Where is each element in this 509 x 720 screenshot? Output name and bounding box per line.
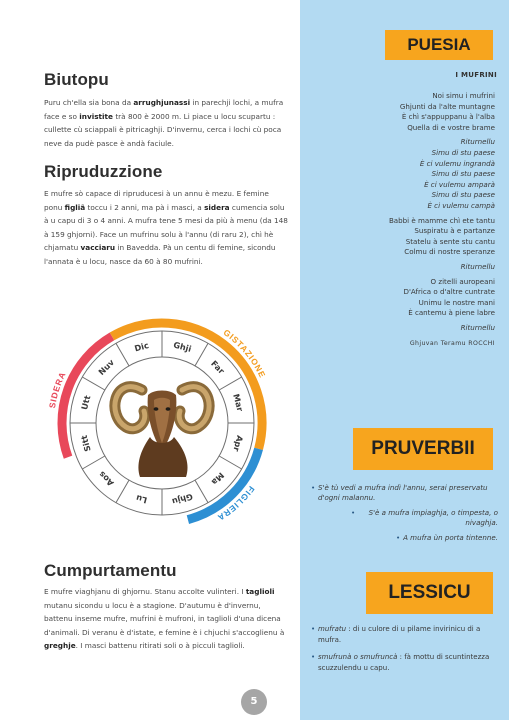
poem-line: Simu di stu paese [431, 169, 495, 179]
poem-body [305, 91, 495, 350]
bold-term: vacciaru [80, 243, 116, 253]
glossary-list [311, 624, 498, 680]
proverb-item [318, 533, 498, 543]
poem-stanza-1 [305, 91, 495, 133]
paragraph-biutopu [44, 96, 288, 150]
month-label: Utt [78, 394, 93, 411]
refrain-label: Riturnellu [460, 261, 495, 271]
paragraph-cumpurtamentu [44, 585, 288, 653]
text-run: in Bavedda. Pà un centu di femine, sicondu l'annata è u locu, nasce da 60 à 80 mufrini. [44, 243, 276, 266]
poem-line: Simu di stu paese [431, 190, 495, 200]
month-label: Mar [231, 392, 246, 413]
bold-term: greghje [44, 641, 76, 651]
text-run: Puru ch'ella sia bona da [44, 98, 134, 107]
poem-line: È ci vulemu ingrandà [419, 158, 495, 168]
proverb-text: S'è tù vedi a mufra indì l'annu, serai preservatu d'ogni malannu. [318, 483, 488, 502]
paragraph-ripruduzzione [44, 187, 288, 269]
poem-line: Simu di stu paese [431, 147, 495, 157]
poem-line: D'Africa o d'altre cuntrate [403, 287, 495, 297]
proverbs-list [311, 483, 498, 548]
poem-line: Ghjunti da l'alte muntagne [399, 101, 495, 111]
poem-stanza-3 [305, 277, 495, 319]
month-label: Nuv [96, 357, 117, 378]
glossary-term: smufrunà o smufruncà [318, 653, 398, 661]
proverb-item [311, 483, 498, 503]
bold-term: sidera [204, 202, 230, 212]
glossary-item [311, 652, 498, 673]
refrain-label: Riturnellu [460, 137, 495, 147]
glossary-term: mufratu [318, 625, 347, 633]
proverb-text: A mufra ùn porta tintenne. [403, 533, 498, 542]
poem-line: È ci vulemu amparà [424, 179, 495, 189]
section-heading-cumpurtamentu: Cumpurtamentu [44, 561, 177, 580]
glossary-item [311, 624, 498, 645]
pruverbii-tab: PRUVERBII [353, 428, 493, 470]
poem-line: Statelu à sente stu cantu [405, 236, 495, 246]
figliera-label: FIGLIERA [215, 484, 257, 524]
month-label: Ghju [170, 491, 194, 507]
poem-line: Unimu le nostre mani [418, 297, 495, 307]
glossary-definition: : di u culore di u pilame invirinicu di a mufra. [318, 625, 481, 644]
poem-line: Quella di e vostre brame [407, 122, 495, 132]
text-run: toccu i 2 anni, ma pà i masci, a [85, 202, 205, 212]
poem-refrain [305, 137, 495, 211]
poem-line: È ci vulemu campà [427, 200, 495, 210]
month-label: Ma [209, 470, 227, 488]
month-label: Dic [133, 339, 150, 354]
poem-line: È cantemu à piene labre [408, 308, 495, 318]
bold-term: arrughjunassi [133, 98, 191, 107]
poem-stanza-2 [305, 216, 495, 258]
text-run: E mufre sò capace di ripruducesi à un annu è mezu. E femine ponu [44, 189, 269, 212]
bullet: • [396, 533, 401, 542]
poem-title: I MUFRINI [455, 71, 497, 79]
poem-author: Ghjuvan Teramu ROCCHI [409, 340, 495, 348]
month-label: Aos [96, 469, 116, 489]
month-label: Far [209, 358, 227, 376]
poem-line: Suspiratu à e partanze [414, 226, 495, 236]
bullet: • [311, 625, 316, 633]
text-run: trà 800 è 2000 m. Li piace u locu scupartu : cullette cù sciappali è pitricaghji. D'invernu, cerca i lochi cù poca neve da pudè pasce è andà faciule. [44, 111, 282, 148]
text-run: mutanu sicondu u locu è a stagione. D'autumu è d'invernu, battenu inseme mufre, mufrini è mufroni, in taglioli d'una dicena d'animali. Di veranu è d'istate, e femine è i chjuchi s'accoglienu à [44, 600, 285, 637]
poem-line: È chì s'appuppanu à l'alba [401, 112, 495, 122]
lessicu-tab: LESSICU [366, 572, 493, 614]
bullet: • [311, 483, 316, 492]
bold-term: taglioli [245, 587, 275, 596]
refrain-label: Riturnellu [460, 322, 495, 332]
poem-line: Babbi è mamme chì ete tantu [388, 215, 495, 225]
month-label: Ghji [172, 339, 193, 354]
text-run: E mufre viaghjanu di ghjornu. Stanu accolte vulinteri. I [44, 587, 246, 596]
sidera-label: SIDERA [47, 369, 68, 409]
glossary-definition: : fà mottu di scuntintezza scuzzulendu u capu. [318, 653, 490, 672]
bullet: • [311, 653, 316, 661]
proverb-text: S'è a mufra impiaghja, o timpesta, o nivaghja. [368, 508, 498, 527]
proverb-item [318, 508, 498, 528]
month-label: Lu [134, 493, 149, 506]
text-run: . I masci battenu ritirati soli o à picculi taglioli. [75, 641, 245, 651]
mouflon-head-illustration [115, 387, 209, 477]
reproduction-calendar-wheel [44, 305, 278, 527]
gistazione-label: GISTAZIONE [221, 327, 268, 380]
poem-line: Colmu di nostre speranze [404, 247, 495, 257]
bullet: • [351, 508, 356, 517]
poem-line: Noi simu i mufrini [432, 91, 495, 100]
bold-term: invistite [79, 111, 113, 121]
puesia-tab: PUESIA [385, 30, 493, 60]
bold-term: figliã [64, 202, 86, 212]
section-heading-ripruduzzione: Ripruduzzione [44, 162, 163, 181]
section-heading-biutopu: Biutopu [44, 70, 109, 89]
text-run: cumencia solu à u capu di 3 o 4 anni. A mufra tene 5 mesi da più à menu (da 148 à 159 ghjorni). Face un mufrinu solu à l'annu (di raru 2), chì hè chjamatu [44, 202, 288, 253]
poem-line: O zitelli auropeani [430, 276, 495, 286]
text-run: in parechji lochi, a mufra face e so [44, 98, 284, 121]
month-label: Apr [231, 434, 246, 453]
month-label: Sitt [78, 434, 93, 453]
calendar-wheel-graphic [44, 305, 278, 527]
page-number: 5 [241, 689, 267, 715]
